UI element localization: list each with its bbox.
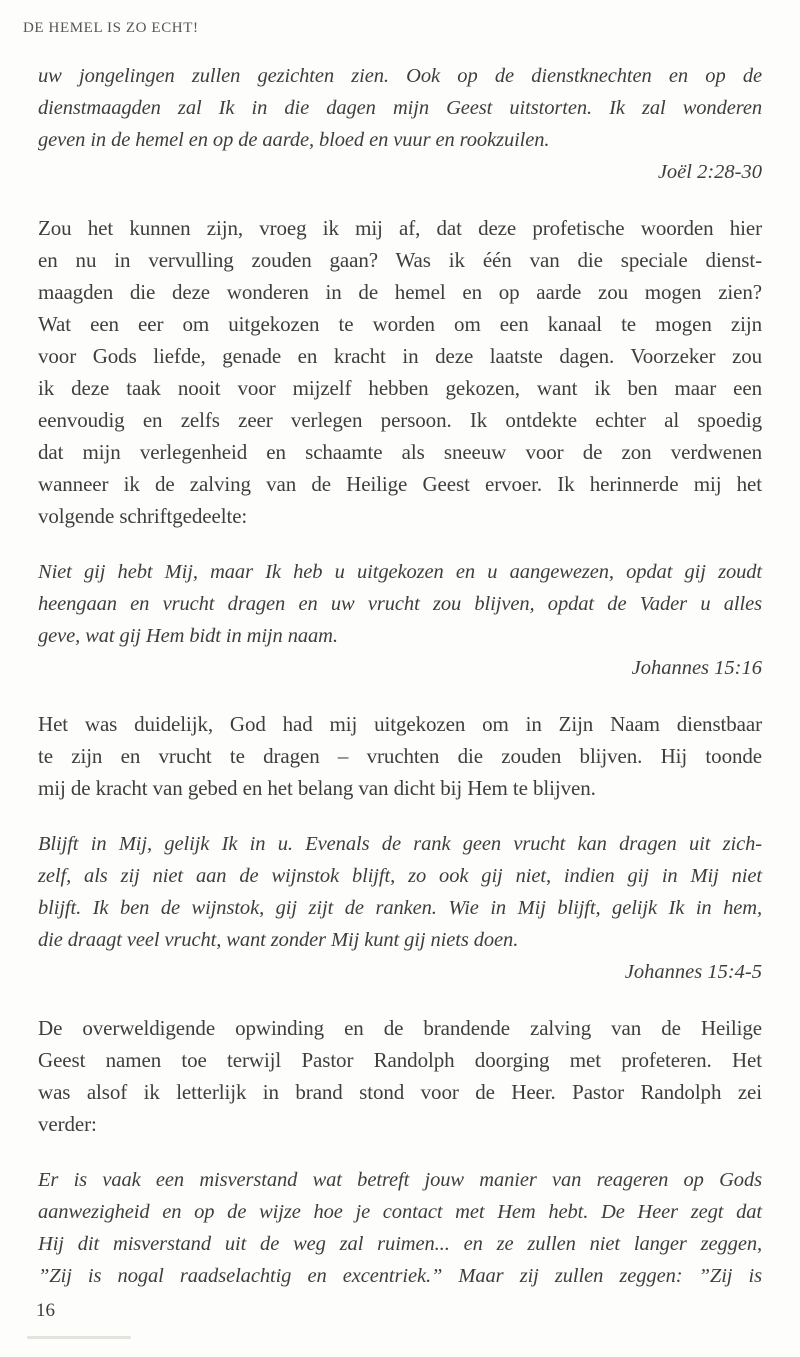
scripture-quote-block	[38, 60, 762, 188]
page-content	[38, 60, 762, 1292]
text-line: maagden die deze wonderen in de hemel en op aarde zou mogen zien?	[38, 280, 762, 304]
text-line: heengaan en vrucht dragen en uw vrucht zou blijven, opdat de Vader u alles	[38, 593, 762, 615]
running-header: DE HEMEL IS ZO ECHT!	[23, 20, 199, 36]
text-line: dienstmaagden zal Ik in die dagen mijn Geest uitstorten. Ik zal wonderen	[38, 97, 762, 119]
text-line: aanwezigheid en op de wijze hoe je contact met Hem hebt. De Heer zegt dat	[38, 1201, 762, 1223]
text-line: was alsof ik letterlijk in brand stond voor de Heer. Pastor Randolph zei	[38, 1080, 762, 1104]
text-line: Blijft in Mij, gelijk Ik in u. Evenals de rank geen vrucht kan dragen uit zich-	[38, 833, 762, 855]
text-line: verder:	[38, 1112, 97, 1136]
text-line: Hij dit misverstand uit de weg zal ruimen... en ze zullen niet langer zeggen,	[38, 1233, 762, 1255]
narrative-paragraph	[38, 212, 762, 532]
text-line: dat mijn verlegenheid en schaamte als sneeuw voor de zon verdwenen	[38, 440, 762, 464]
text-line: uw jongelingen zullen gezichten zien. Ook op de dienstknechten en op de	[38, 65, 762, 87]
narrative-paragraph	[38, 708, 762, 804]
text-line: De overweldigende opwinding en de brandende zalving van de Heilige	[38, 1016, 762, 1040]
scripture-citation: Johannes 15:4-5	[624, 961, 762, 983]
text-line: mij de kracht van gebed en het belang van dicht bij Hem te blijven.	[38, 776, 596, 800]
scripture-quote-block	[38, 1164, 762, 1292]
text-line: ”Zij is nogal raadselachtig en excentriek.” Maar zij zullen zeggen: ”Zij is	[38, 1265, 762, 1287]
text-line: voor Gods liefde, genade en kracht in deze laatste dagen. Voorzeker zou	[38, 344, 762, 368]
text-line: te zijn en vrucht te dragen – vruchten die zouden blijven. Hij toonde	[38, 744, 762, 768]
text-line: wanneer ik de zalving van de Heilige Geest ervoer. Ik herinnerde mij het	[38, 472, 762, 496]
text-line: zelf, als zij niet aan de wijnstok blijft, zo ook gij niet, indien gij in Mij niet	[38, 865, 762, 887]
scripture-citation: Joël 2:28-30	[657, 161, 762, 183]
text-line: blijft. Ik ben de wijnstok, gij zijt de ranken. Wie in Mij blijft, gelijk Ik in hem,	[38, 897, 762, 919]
text-line: Er is vaak een misverstand wat betreft jouw manier van reageren op Gods	[38, 1169, 762, 1191]
text-line: Niet gij hebt Mij, maar Ik heb u uitgekozen en u aangewezen, opdat gij zoudt	[38, 561, 762, 583]
text-line: eenvoudig en zelfs zeer verlegen persoon. Ik ontdekte echter al spoedig	[38, 408, 762, 432]
text-line: en nu in vervulling zouden gaan? Was ik één van die speciale dienst-	[38, 248, 762, 272]
text-line: ik deze taak nooit voor mijzelf hebben gekozen, want ik ben maar een	[38, 376, 762, 400]
scripture-quote-block	[38, 828, 762, 988]
text-line: die draagt veel vrucht, want zonder Mij kunt gij niets doen.	[38, 929, 519, 951]
text-line: geve, wat gij Hem bidt in mijn naam.	[38, 625, 338, 647]
text-line: volgende schriftgedeelte:	[38, 504, 248, 528]
text-line: Zou het kunnen zijn, vroeg ik mij af, dat deze profetische woorden hier	[38, 216, 762, 240]
text-line: Geest namen toe terwijl Pastor Randolph doorging met profeteren. Het	[38, 1048, 762, 1072]
scripture-citation: Johannes 15:16	[631, 657, 762, 679]
scan-smudge	[27, 1336, 131, 1339]
narrative-paragraph	[38, 1012, 762, 1140]
scripture-quote-block	[38, 556, 762, 684]
text-line: geven in de hemel en op de aarde, bloed en vuur en rookzuilen.	[38, 129, 550, 151]
text-line: Het was duidelijk, God had mij uitgekozen om in Zijn Naam dienstbaar	[38, 712, 762, 736]
text-line: Wat een eer om uitgekozen te worden om een kanaal te mogen zijn	[38, 312, 762, 336]
page-number: 16	[36, 1300, 55, 1321]
